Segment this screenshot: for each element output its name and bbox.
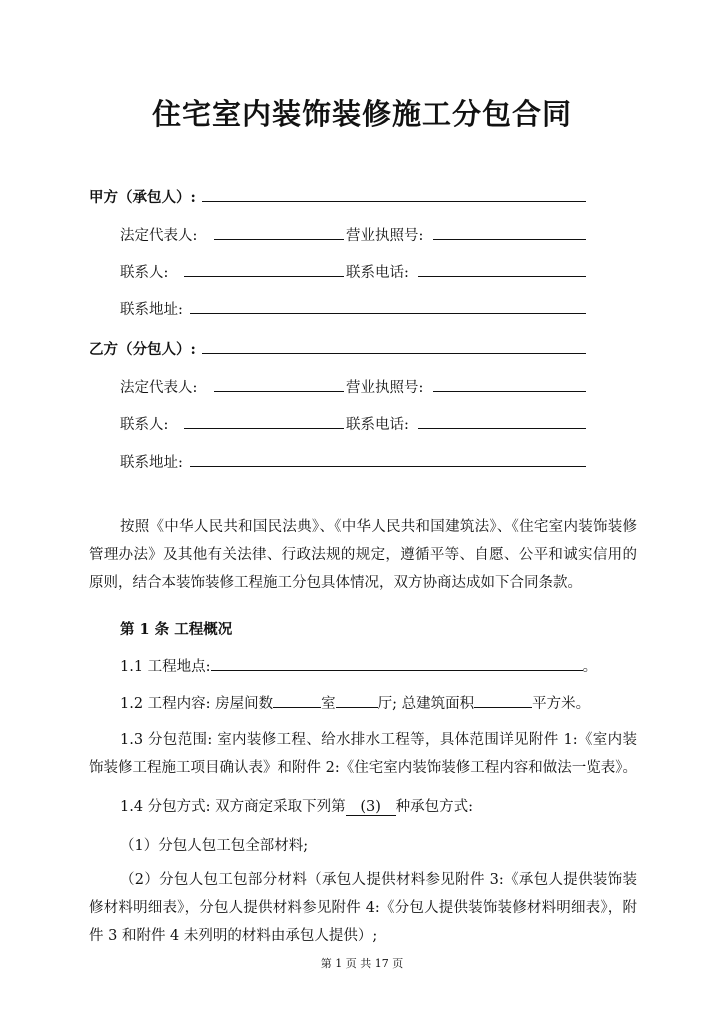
- party-b-license-label: 营业执照号:: [346, 380, 424, 396]
- clause-1-4: [120, 795, 473, 816]
- party-a-heading: 甲方（承包人）:: [89, 189, 196, 206]
- clause-1-2-text-c: 厅; 总建筑面积: [377, 696, 475, 712]
- clause-1-1: [120, 655, 597, 676]
- party-b-phone-label: 联系电话:: [346, 417, 409, 433]
- clause-1-2-text-a: 1.2 工程内容: 房屋间数: [120, 696, 274, 712]
- document-title: 住宅室内装饰装修施工分包合同: [151, 97, 572, 131]
- clause-1-2-text-b: 室: [321, 696, 336, 712]
- party-a-phone-line: [418, 276, 586, 277]
- article-1-heading: 第 1 条 工程概况: [120, 621, 233, 638]
- party-a-address-label: 联系地址:: [120, 302, 183, 318]
- party-a-legal-rep-label: 法定代表人:: [120, 228, 198, 244]
- party-b-name-line: [202, 353, 586, 354]
- intro-paragraph: 按照《中华人民共和国民法典》、《中华人民共和国建筑法》、《住宅室内装饰装修管理办法》及其他有关法律、行政法规的规定，遵循平等、自愿、公平和诚实信用的原则，结合本装饰装修工程施工分包具体情况，双方协商达成如下合同条款。: [89, 519, 637, 591]
- party-b-phone-line: [418, 428, 586, 429]
- party-b-license-line: [433, 391, 586, 392]
- rooms-blank: [273, 693, 321, 708]
- party-a-legal-rep-line: [214, 239, 344, 240]
- page-footer: 第 1 页 共 17 页: [320, 957, 404, 970]
- option-1: （1）分包人包工包全部材料;: [120, 838, 309, 854]
- party-b-contact-line: [184, 428, 344, 429]
- party-b-heading: 乙方（分包人）:: [89, 341, 196, 358]
- clause-1-1-label: 1.1 工程地点:: [120, 659, 211, 675]
- party-b-address-line: [190, 466, 586, 467]
- party-b-address-label: 联系地址:: [120, 455, 183, 471]
- option-2: （2）分包人包工包部分材料（承包人提供材料参见附件 3:《承包人提供装饰装修材料明细表》，分包人提供材料参见附件 4:《分包人提供装饰装修材料明细表》，附件 3 和附件 4 未列明的材料由承包人提供）;: [89, 872, 637, 944]
- party-a-contact-label: 联系人:: [120, 265, 169, 281]
- area-blank: [474, 693, 532, 708]
- clause-1-4-text-b: 种承包方式:: [395, 799, 474, 815]
- clause-1-4-text-a: 1.4 分包方式: 双方商定采取下列第: [120, 799, 346, 815]
- party-b-legal-rep-label: 法定代表人:: [120, 380, 198, 396]
- party-a-name-line: [202, 201, 586, 202]
- halls-blank: [336, 693, 378, 708]
- party-a-license-label: 营业执照号:: [346, 228, 424, 244]
- party-a-phone-label: 联系电话:: [346, 265, 409, 281]
- clause-1-1-end: 。: [582, 659, 598, 675]
- party-a-contact-line: [184, 276, 344, 277]
- clause-1-2: [120, 692, 590, 713]
- party-b-legal-rep-line: [214, 391, 344, 392]
- work-location-blank: [211, 656, 583, 671]
- party-a-address-line: [190, 313, 586, 314]
- clause-1-3: 1.3 分包范围: 室内装修工程、给水排水工程等，具体范围详见附件 1:《室内装饰装修工程施工项目确认表》和附件 2:《住宅室内装饰装修工程内容和做法一览表》。: [89, 732, 637, 776]
- contract-mode-choice: (3): [346, 799, 396, 816]
- party-b-contact-label: 联系人:: [120, 417, 169, 433]
- clause-1-2-text-d: 平方米。: [532, 696, 591, 712]
- party-a-license-line: [433, 239, 586, 240]
